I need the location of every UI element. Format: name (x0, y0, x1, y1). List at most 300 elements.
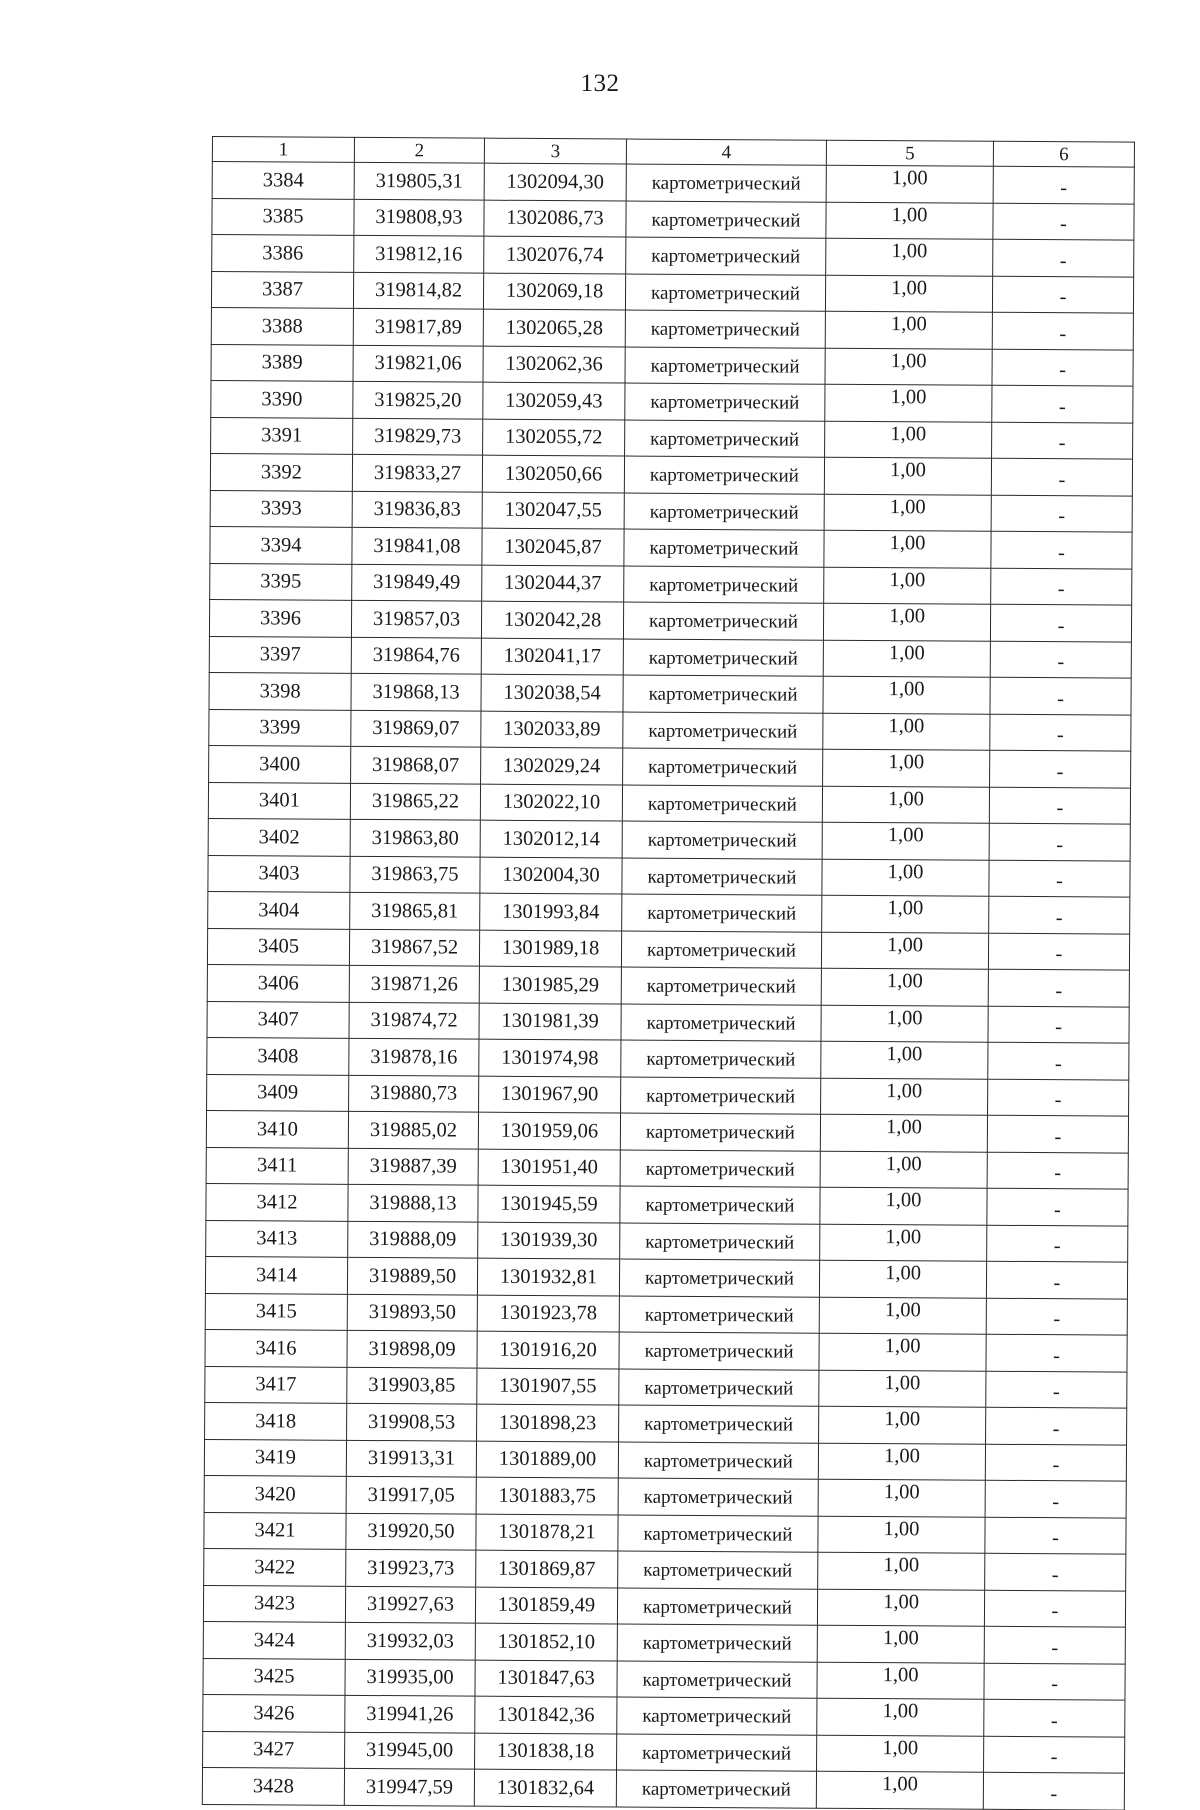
note-cell: - (990, 714, 1131, 751)
point-number-cell: 3424 (203, 1621, 345, 1658)
note-cell: - (990, 604, 1131, 641)
x-coordinate-cell: 319825,20 (353, 381, 483, 418)
table-row (203, 1585, 1125, 1627)
point-number-cell: 3406 (207, 964, 349, 1001)
precision-cell: 1,00 (823, 676, 990, 714)
y-coordinate-cell: 1302059,43 (483, 382, 625, 419)
note-cell: - (988, 933, 1129, 970)
point-number-cell: 3402 (208, 818, 350, 855)
table-row (209, 672, 1131, 714)
table-row (207, 928, 1129, 970)
table-body (202, 162, 1134, 1810)
precision-cell: 1,00 (816, 1771, 983, 1809)
y-coordinate-cell: 1302094,30 (484, 163, 626, 200)
point-number-cell: 3400 (209, 745, 351, 782)
column-header-3: 3 (484, 138, 626, 164)
x-coordinate-cell: 319889,50 (347, 1257, 477, 1294)
x-coordinate-cell: 319932,03 (345, 1622, 475, 1659)
x-coordinate-cell: 319945,00 (345, 1732, 475, 1769)
table-row (211, 417, 1133, 459)
precision-cell: 1,00 (818, 1552, 985, 1590)
precision-cell: 1,00 (823, 749, 990, 787)
method-cell: картометрический (622, 785, 822, 823)
point-number-cell: 3416 (205, 1329, 347, 1366)
precision-cell: 1,00 (822, 822, 989, 860)
table-row (206, 1220, 1128, 1262)
method-cell: картометрический (621, 1040, 821, 1078)
x-coordinate-cell: 319878,16 (349, 1038, 479, 1075)
y-coordinate-cell: 1302065,28 (483, 309, 625, 346)
table-row (209, 745, 1131, 787)
note-cell: - (986, 1371, 1127, 1408)
point-number-cell: 3415 (205, 1293, 347, 1330)
note-cell: - (992, 385, 1133, 422)
method-cell: картометрический (617, 1661, 817, 1699)
point-number-cell: 3395 (210, 563, 352, 600)
y-coordinate-cell: 1301916,20 (477, 1331, 619, 1368)
point-number-cell: 3418 (205, 1402, 347, 1439)
precision-cell: 1,00 (825, 348, 992, 386)
x-coordinate-cell: 319812,16 (354, 235, 484, 272)
method-cell: картометрический (619, 1259, 819, 1297)
table-row (212, 198, 1134, 240)
precision-cell: 1,00 (825, 275, 992, 313)
precision-cell: 1,00 (823, 640, 990, 678)
x-coordinate-cell: 319874,72 (349, 1002, 479, 1039)
x-coordinate-cell: 319880,73 (349, 1075, 479, 1112)
precision-cell: 1,00 (821, 1005, 988, 1043)
table-row (207, 1074, 1129, 1116)
precision-cell: 1,00 (817, 1662, 984, 1700)
x-coordinate-cell: 319913,31 (346, 1440, 476, 1477)
x-coordinate-cell: 319917,05 (346, 1476, 476, 1513)
point-number-cell: 3388 (211, 307, 353, 344)
note-cell: - (987, 1225, 1128, 1262)
y-coordinate-cell: 1301907,55 (477, 1368, 619, 1405)
y-coordinate-cell: 1301847,63 (475, 1660, 617, 1697)
table-row (206, 1183, 1128, 1225)
precision-cell: 1,00 (818, 1516, 985, 1554)
y-coordinate-cell: 1301985,29 (479, 966, 621, 1003)
precision-cell: 1,00 (820, 1114, 987, 1152)
note-cell: - (991, 568, 1132, 605)
y-coordinate-cell: 1301923,78 (477, 1295, 619, 1332)
y-coordinate-cell: 1301883,75 (476, 1477, 618, 1514)
y-coordinate-cell: 1302004,30 (480, 857, 622, 894)
method-cell: картометрический (617, 1697, 817, 1735)
y-coordinate-cell: 1301859,49 (475, 1587, 617, 1624)
method-cell: картометрический (620, 1186, 820, 1224)
method-cell: картометрический (624, 566, 824, 604)
column-header-1: 1 (212, 137, 354, 163)
table-row (204, 1475, 1126, 1517)
method-cell: картометрический (620, 1150, 820, 1188)
precision-cell: 1,00 (821, 1041, 988, 1079)
page-number: 132 (580, 70, 620, 97)
x-coordinate-cell: 319808,93 (354, 199, 484, 236)
precision-cell: 1,00 (826, 202, 993, 240)
x-coordinate-cell: 319903,85 (347, 1367, 477, 1404)
y-coordinate-cell: 1302044,37 (482, 565, 624, 602)
note-cell: - (992, 422, 1133, 459)
x-coordinate-cell: 319867,52 (349, 929, 479, 966)
point-number-cell: 3404 (208, 891, 350, 928)
precision-cell: 1,00 (820, 1187, 987, 1225)
note-cell: - (988, 1006, 1129, 1043)
y-coordinate-cell: 1302029,24 (481, 747, 623, 784)
table-row (203, 1658, 1125, 1700)
y-coordinate-cell: 1301951,40 (478, 1149, 620, 1186)
x-coordinate-cell: 319941,26 (345, 1695, 475, 1732)
x-coordinate-cell: 319893,50 (347, 1294, 477, 1331)
point-number-cell: 3427 (203, 1731, 345, 1768)
table-row (210, 526, 1132, 568)
point-number-cell: 3390 (211, 380, 353, 417)
y-coordinate-cell: 1302069,18 (483, 273, 625, 310)
method-cell: картометрический (626, 201, 826, 239)
precision-cell: 1,00 (826, 165, 993, 203)
x-coordinate-cell: 319864,76 (351, 637, 481, 674)
table-row (210, 453, 1132, 495)
note-cell: - (983, 1772, 1124, 1809)
method-cell: картометрический (619, 1332, 819, 1370)
table-row (207, 1037, 1129, 1079)
note-cell: - (987, 1152, 1128, 1189)
precision-cell: 1,00 (817, 1625, 984, 1663)
precision-cell: 1,00 (823, 603, 990, 641)
x-coordinate-cell: 319814,82 (353, 272, 483, 309)
point-number-cell: 3423 (203, 1585, 345, 1622)
note-cell: - (989, 860, 1130, 897)
y-coordinate-cell: 1302055,72 (483, 419, 625, 456)
method-cell: картометрический (622, 821, 822, 859)
point-number-cell: 3386 (212, 235, 354, 272)
note-cell: - (989, 787, 1130, 824)
precision-cell: 1,00 (822, 895, 989, 933)
y-coordinate-cell: 1302086,73 (484, 200, 626, 237)
note-cell: - (988, 1042, 1129, 1079)
note-cell: - (984, 1663, 1125, 1700)
method-cell: картометрический (626, 164, 826, 202)
point-number-cell: 3410 (206, 1110, 348, 1147)
table-row (208, 855, 1130, 897)
table-row (208, 891, 1130, 933)
point-number-cell: 3428 (202, 1767, 344, 1804)
note-cell: - (987, 1188, 1128, 1225)
y-coordinate-cell: 1302041,17 (481, 638, 623, 675)
precision-cell: 1,00 (819, 1406, 986, 1444)
table-row (204, 1548, 1126, 1590)
x-coordinate-cell: 319841,08 (352, 527, 482, 564)
x-coordinate-cell: 319923,73 (346, 1549, 476, 1586)
method-cell: картометрический (616, 1770, 816, 1808)
point-number-cell: 3422 (204, 1548, 346, 1585)
note-cell: - (987, 1115, 1128, 1152)
precision-cell: 1,00 (817, 1735, 984, 1773)
y-coordinate-cell: 1302012,14 (480, 820, 622, 857)
method-cell: картометрический (623, 602, 823, 640)
note-cell: - (986, 1298, 1127, 1335)
method-cell: картометрический (623, 639, 823, 677)
table-row (212, 162, 1134, 204)
point-number-cell: 3407 (207, 1001, 349, 1038)
method-cell: картометрический (618, 1515, 818, 1553)
x-coordinate-cell: 319885,02 (348, 1111, 478, 1148)
note-cell: - (986, 1407, 1127, 1444)
table-row (211, 380, 1133, 422)
precision-cell: 1,00 (818, 1479, 985, 1517)
method-cell: картометрический (619, 1405, 819, 1443)
precision-cell: 1,00 (820, 1224, 987, 1262)
point-number-cell: 3412 (206, 1183, 348, 1220)
method-cell: картометрический (620, 1223, 820, 1261)
precision-cell: 1,00 (824, 567, 991, 605)
y-coordinate-cell: 1302050,66 (482, 455, 624, 492)
y-coordinate-cell: 1302076,74 (484, 236, 626, 273)
precision-cell: 1,00 (821, 968, 988, 1006)
point-number-cell: 3384 (212, 162, 354, 199)
x-coordinate-cell: 319865,81 (350, 892, 480, 929)
note-cell: - (985, 1444, 1126, 1481)
precision-cell: 1,00 (823, 713, 990, 751)
note-cell: - (991, 531, 1132, 568)
note-cell: - (992, 276, 1133, 313)
y-coordinate-cell: 1301989,18 (479, 930, 621, 967)
note-cell: - (988, 1079, 1129, 1116)
method-cell: картометрический (618, 1478, 818, 1516)
table-row (205, 1402, 1127, 1444)
table-row (211, 271, 1133, 313)
precision-cell: 1,00 (819, 1260, 986, 1298)
x-coordinate-cell: 319898,09 (347, 1330, 477, 1367)
note-cell: - (984, 1736, 1125, 1773)
point-number-cell: 3396 (209, 599, 351, 636)
column-header-5: 5 (826, 140, 993, 166)
table-row (203, 1621, 1125, 1663)
y-coordinate-cell: 1301967,90 (479, 1076, 621, 1113)
precision-cell: 1,00 (825, 311, 992, 349)
point-number-cell: 3420 (204, 1475, 346, 1512)
x-coordinate-cell: 319868,07 (351, 746, 481, 783)
precision-cell: 1,00 (822, 786, 989, 824)
method-cell: картометрический (623, 748, 823, 786)
y-coordinate-cell: 1302033,89 (481, 711, 623, 748)
precision-cell: 1,00 (822, 859, 989, 897)
point-number-cell: 3417 (205, 1366, 347, 1403)
method-cell: картометрический (621, 931, 821, 969)
table-row (210, 490, 1132, 532)
point-number-cell: 3421 (204, 1512, 346, 1549)
point-number-cell: 3399 (209, 709, 351, 746)
table-row (204, 1439, 1126, 1481)
point-number-cell: 3397 (209, 636, 351, 673)
table-row (211, 344, 1133, 386)
table-row (203, 1694, 1125, 1736)
table-row (207, 964, 1129, 1006)
precision-cell: 1,00 (821, 1078, 988, 1116)
y-coordinate-cell: 1302042,28 (481, 601, 623, 638)
method-cell: картометрический (618, 1442, 818, 1480)
x-coordinate-cell: 319947,59 (344, 1768, 474, 1805)
coordinates-table (202, 136, 1135, 1810)
y-coordinate-cell: 1301993,84 (480, 893, 622, 930)
x-coordinate-cell: 319871,26 (349, 965, 479, 1002)
note-cell: - (993, 239, 1134, 276)
precision-cell: 1,00 (819, 1297, 986, 1335)
method-cell: картометрический (623, 712, 823, 750)
method-cell: картометрический (625, 347, 825, 385)
x-coordinate-cell: 319863,80 (350, 819, 480, 856)
method-cell: картометрический (625, 310, 825, 348)
table-row (205, 1293, 1127, 1335)
x-coordinate-cell: 319887,39 (348, 1148, 478, 1185)
x-coordinate-cell: 319865,22 (350, 783, 480, 820)
y-coordinate-cell: 1301842,36 (475, 1696, 617, 1733)
y-coordinate-cell: 1302022,10 (480, 784, 622, 821)
column-header-4: 4 (626, 139, 826, 165)
table-row (206, 1110, 1128, 1152)
note-cell: - (991, 495, 1132, 532)
y-coordinate-cell: 1302038,54 (481, 674, 623, 711)
x-coordinate-cell: 319927,63 (345, 1586, 475, 1623)
point-number-cell: 3391 (211, 417, 353, 454)
point-number-cell: 3401 (208, 782, 350, 819)
x-coordinate-cell: 319849,49 (352, 564, 482, 601)
method-cell: картометрический (618, 1551, 818, 1589)
precision-cell: 1,00 (817, 1698, 984, 1736)
method-cell: картометрический (621, 1077, 821, 1115)
x-coordinate-cell: 319908,53 (347, 1403, 477, 1440)
note-cell: - (986, 1334, 1127, 1371)
x-coordinate-cell: 319805,31 (354, 162, 484, 199)
y-coordinate-cell: 1302045,87 (482, 528, 624, 565)
method-cell: картометрический (620, 1113, 820, 1151)
y-coordinate-cell: 1301981,39 (479, 1003, 621, 1040)
point-number-cell: 3398 (209, 672, 351, 709)
note-cell: - (993, 166, 1134, 203)
precision-cell: 1,00 (825, 384, 992, 422)
y-coordinate-cell: 1301869,87 (476, 1550, 618, 1587)
x-coordinate-cell: 319817,89 (353, 308, 483, 345)
note-cell: - (985, 1480, 1126, 1517)
note-cell: - (993, 203, 1134, 240)
table-row (203, 1731, 1125, 1773)
y-coordinate-cell: 1301974,98 (479, 1039, 621, 1076)
point-number-cell: 3403 (208, 855, 350, 892)
note-cell: - (992, 349, 1133, 386)
y-coordinate-cell: 1301932,81 (477, 1258, 619, 1295)
x-coordinate-cell: 319833,27 (352, 454, 482, 491)
precision-cell: 1,00 (817, 1589, 984, 1627)
method-cell: картометрический (624, 493, 824, 531)
column-header-2: 2 (354, 137, 484, 163)
y-coordinate-cell: 1301939,30 (478, 1222, 620, 1259)
y-coordinate-cell: 1301945,59 (478, 1185, 620, 1222)
precision-cell: 1,00 (819, 1370, 986, 1408)
note-cell: - (984, 1590, 1125, 1627)
point-number-cell: 3425 (203, 1658, 345, 1695)
method-cell: картометрический (625, 383, 825, 421)
method-cell: картометрический (624, 529, 824, 567)
method-cell: картометрический (621, 1004, 821, 1042)
x-coordinate-cell: 319821,06 (353, 345, 483, 382)
precision-cell: 1,00 (819, 1333, 986, 1371)
note-cell: - (990, 750, 1131, 787)
table-row (210, 563, 1132, 605)
x-coordinate-cell: 319863,75 (350, 856, 480, 893)
column-header-6: 6 (993, 141, 1134, 167)
point-number-cell: 3405 (207, 928, 349, 965)
y-coordinate-cell: 1301959,06 (478, 1112, 620, 1149)
point-number-cell: 3411 (206, 1147, 348, 1184)
method-cell: картометрический (622, 894, 822, 932)
method-cell: картометрический (624, 456, 824, 494)
precision-cell: 1,00 (826, 238, 993, 276)
point-number-cell: 3409 (207, 1074, 349, 1111)
y-coordinate-cell: 1301852,10 (475, 1623, 617, 1660)
method-cell: картометрический (622, 858, 822, 896)
note-cell: - (990, 641, 1131, 678)
table-row (208, 818, 1130, 860)
table-row (206, 1147, 1128, 1189)
method-cell: картометрический (619, 1296, 819, 1334)
x-coordinate-cell: 319920,50 (346, 1513, 476, 1550)
table-row (205, 1256, 1127, 1298)
precision-cell: 1,00 (821, 932, 988, 970)
y-coordinate-cell: 1301838,18 (475, 1733, 617, 1770)
table-row (209, 709, 1131, 751)
method-cell: картометрический (626, 237, 826, 275)
x-coordinate-cell: 319888,09 (348, 1221, 478, 1258)
x-coordinate-cell: 319829,73 (353, 418, 483, 455)
y-coordinate-cell: 1301878,21 (476, 1514, 618, 1551)
x-coordinate-cell: 319868,13 (351, 673, 481, 710)
point-number-cell: 3387 (211, 271, 353, 308)
note-cell: - (988, 969, 1129, 1006)
point-number-cell: 3419 (204, 1439, 346, 1476)
method-cell: картометрический (617, 1588, 817, 1626)
point-number-cell: 3393 (210, 490, 352, 527)
table-row (209, 636, 1131, 678)
table-row (209, 599, 1131, 641)
y-coordinate-cell: 1301832,64 (474, 1769, 616, 1806)
method-cell: картометрический (617, 1624, 817, 1662)
y-coordinate-cell: 1302062,36 (483, 346, 625, 383)
method-cell: картометрический (621, 967, 821, 1005)
table-row (205, 1366, 1127, 1408)
note-cell: - (989, 823, 1130, 860)
table-row (207, 1001, 1129, 1043)
point-number-cell: 3392 (210, 453, 352, 490)
x-coordinate-cell: 319836,83 (352, 491, 482, 528)
note-cell: - (991, 458, 1132, 495)
table-row (204, 1512, 1126, 1554)
note-cell: - (990, 677, 1131, 714)
x-coordinate-cell: 319857,03 (351, 600, 481, 637)
table-row (212, 235, 1134, 277)
table-row (202, 1767, 1124, 1809)
note-cell: - (986, 1261, 1127, 1298)
x-coordinate-cell: 319935,00 (345, 1659, 475, 1696)
note-cell: - (984, 1699, 1125, 1736)
point-number-cell: 3414 (205, 1256, 347, 1293)
method-cell: картометрический (625, 274, 825, 312)
method-cell: картометрический (625, 420, 825, 458)
y-coordinate-cell: 1301898,23 (477, 1404, 619, 1441)
precision-cell: 1,00 (820, 1151, 987, 1189)
precision-cell: 1,00 (818, 1443, 985, 1481)
precision-cell: 1,00 (824, 530, 991, 568)
